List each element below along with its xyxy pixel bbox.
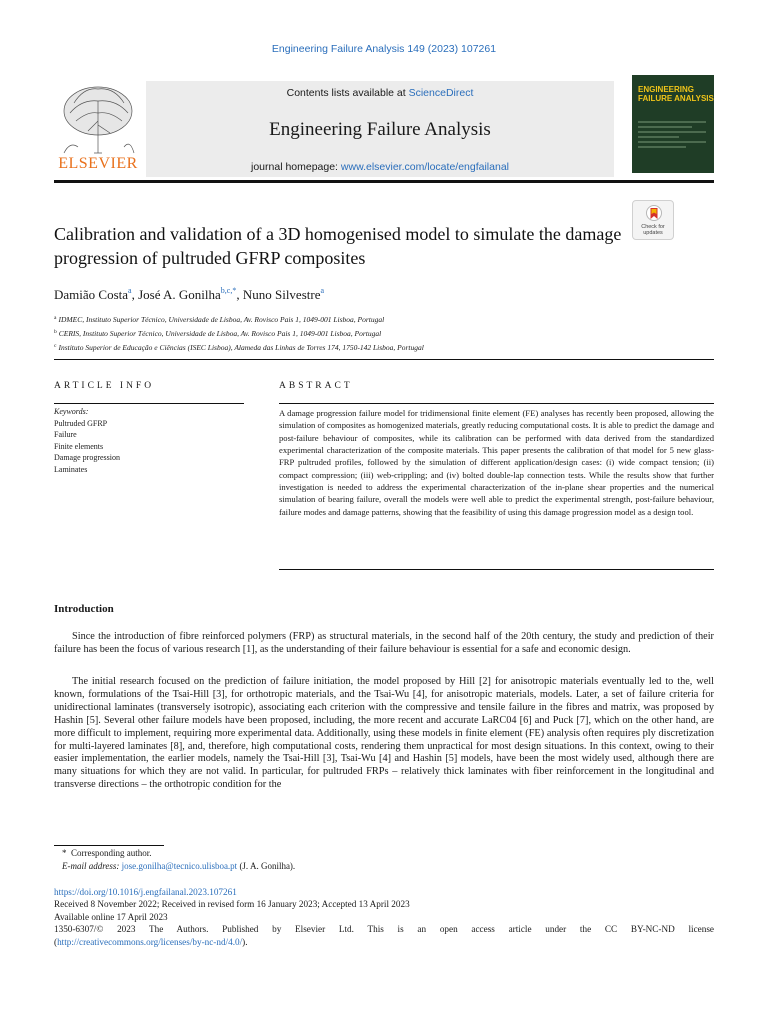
affiliation-text: Instituto Superior de Educação e Ciências (ISEC Lisboa), Alameda das Linhas de Torres 174, 1750-142 Lisboa, Portugal xyxy=(58,343,424,352)
affiliation-marker: a xyxy=(54,315,57,321)
elsevier-wordmark: ELSEVIER xyxy=(58,155,138,172)
affiliation-list xyxy=(54,312,424,354)
journal-reference[interactable]: Engineering Failure Analysis 149 (2023) 107261 xyxy=(271,43,497,55)
license-text: 1350-6307/© 2023 The Authors. Published by Elsevier Ltd. This is an open access article under the CC BY-NC-ND license xyxy=(54,924,714,935)
check-for-updates-button[interactable] xyxy=(632,200,674,240)
author-separator: , xyxy=(236,287,243,302)
footnotes xyxy=(62,847,295,873)
asterisk-marker: * xyxy=(62,848,71,858)
cover-title: ENGINEERING FAILURE ANALYSIS xyxy=(638,85,714,103)
affiliation xyxy=(54,312,424,326)
author-list xyxy=(54,286,324,303)
journal-title: Engineering Failure Analysis xyxy=(269,119,491,140)
body-paragraph: Since the introduction of fibre reinforced polymers (FRP) as structural materials, in the second half of the 20th century, the study and prediction of their failure has been the focus of various research [1], as the understanding of their failure behaviour is essential for a safe and economic design. xyxy=(54,631,714,655)
cover-decoration xyxy=(638,121,706,151)
doi-link[interactable]: https://doi.org/10.1016/j.engfailanal.2023.107261 xyxy=(54,887,237,897)
affiliation xyxy=(54,340,424,354)
abstract-rule xyxy=(279,403,714,404)
article-info-rule xyxy=(54,403,244,404)
homepage-line xyxy=(146,161,614,173)
sciencedirect-link[interactable]: ScienceDirect xyxy=(408,87,474,99)
abstract-heading: ABSTRACT xyxy=(279,381,353,391)
body-paragraph: The initial research focused on the prediction of failure initiation, the model proposed by Hill [2] for anisotropic materials eventually led to the, well known, formulations of the Tsai-Hill [3], for orthotropic materials, and the Tsai-Wu [4], for anisotropic materials, models. Later, a set of failure criteria for unidirectional laminates (transversely isotropic), associating each criterion with the compressive and tensile failure in the fibres and matrix, was proposed by Hashin [5]. Several other failure models have been proposed, including, the more recent and accurate LaRC04 [6] and Puck [7], which on the other hand, are more difficult to implement, requiring more experimental data. Additionally, using these models in finite element (FE) analysis often requires ply discretization for multi-layered laminates [8], and, therefore, high computational costs, rendering them unpractical for most design situations. In this context, owing to their easier implementation, the earlier models, namely the Tsai-Hill [3], Tsai-Wu [4] and Hashin [5] models, have been the most widely used, although there are many situations for which they are not valid. In particular, for pultruded FRPs – relatively thick laminates with fiber reinforcement in the longitudinal and transverse directions – the orthotropic condition for the xyxy=(54,676,714,791)
corresponding-note xyxy=(62,847,295,860)
abstract-bottom-rule xyxy=(279,569,714,570)
contents-line xyxy=(146,87,614,99)
author-name[interactable]: Damião Costa xyxy=(54,287,129,302)
keyword: Pultruded GFRP xyxy=(54,418,108,428)
author-affil-marker[interactable]: a xyxy=(128,286,132,295)
received-dates: Received 8 November 2022; Received in revised form 16 January 2023; Accepted 13 April 2023 xyxy=(54,899,410,910)
article-metadata xyxy=(54,886,714,948)
corresponding-text: Corresponding author. xyxy=(71,848,152,858)
author-name[interactable]: José A. Gonilha xyxy=(138,287,221,302)
email-note xyxy=(62,860,295,873)
affiliation-marker: b xyxy=(54,329,57,335)
check-updates-label: Check for updates xyxy=(641,224,665,236)
metadata-divider xyxy=(54,359,714,360)
author-affil-marker[interactable]: b,c,* xyxy=(220,286,237,295)
author-email-link[interactable]: jose.gonilha@tecnico.ulisboa.pt xyxy=(121,861,238,871)
keyword: Failure xyxy=(54,430,77,439)
journal-homepage-link[interactable]: www.elsevier.com/locate/engfailanal xyxy=(340,161,509,173)
affiliation-text: CERIS, Instituto Superior Técnico, Universidade de Lisboa, Av. Rovisco Pais 1, 1049-001 Lisboa, Portugal xyxy=(58,329,382,338)
available-online: Available online 17 April 2023 xyxy=(54,911,168,922)
keywords-label: Keywords: xyxy=(54,407,89,416)
keyword: Damage progression xyxy=(54,453,120,462)
keyword: Finite elements xyxy=(54,441,104,451)
article-title: Calibration and validation of a 3D homogenised model to simulate the damage progression of pultruded GFRP composites xyxy=(54,224,622,268)
header-divider xyxy=(54,180,714,183)
keyword: Laminates xyxy=(54,464,88,474)
author-separator: , xyxy=(131,287,139,302)
author-affil-marker[interactable]: a xyxy=(320,286,325,295)
affiliation-text: IDMEC, Instituto Superior Técnico, Universidade de Lisboa, Av. Rovisco Pais 1, 1049-001 Lisboa, Portugal xyxy=(58,315,385,324)
article-info-heading: ARTICLE INFO xyxy=(54,381,155,391)
introduction-heading: Introduction xyxy=(54,603,114,615)
license-link-line: (http://creativecommons.org/licenses/by-nc-nd/4.0/). xyxy=(54,936,248,947)
keywords-block xyxy=(54,406,120,475)
homepage-prefix: journal homepage: xyxy=(251,161,341,173)
affiliation xyxy=(54,326,424,340)
bookmark-icon xyxy=(646,205,662,223)
abstract-text: A damage progression failure model for tridimensional finite element (FE) analyses has recently been proposed, allowing the simulation of composites as homogenized materials, greatly reducing computational costs. It is able to predict the damage and post-failure behaviour of composites, while its calibration can be performed with data derived from the standardized experimental characterization of the composite materials. This paper presents the calibration of that model for 5 new glass-FRP pultruded profiles, followed by the simulation of different application/design cases: (i) wide compact tension; (ii) compact compression; (iii) web-crippling; and (iv) bolted double-lap connection tests. While the results show that further investigation is needed to address the experimental characterization of the in-plane shear properties and the numerical simulation of bearing failure, overall the models were well able to predict the experimental strength, post-failure behaviour, failure modes and damage patterns, showing that the feasibility of using this damage progression model as a design tool. xyxy=(279,408,714,517)
footnote-divider xyxy=(54,845,164,846)
email-label: E-mail address: xyxy=(62,861,120,871)
journal-masthead xyxy=(54,75,714,175)
license-link[interactable]: http://creativecommons.org/licenses/by-nc-nd/4.0/ xyxy=(57,936,243,947)
contents-prefix: Contents lists available at xyxy=(286,87,409,99)
journal-cover-thumbnail xyxy=(632,75,714,173)
author-name[interactable]: Nuno Silvestre xyxy=(242,287,321,302)
affiliation-marker: c xyxy=(54,343,57,349)
masthead-info-box xyxy=(146,81,614,177)
email-suffix: (J. A. Gonilha). xyxy=(239,861,296,871)
